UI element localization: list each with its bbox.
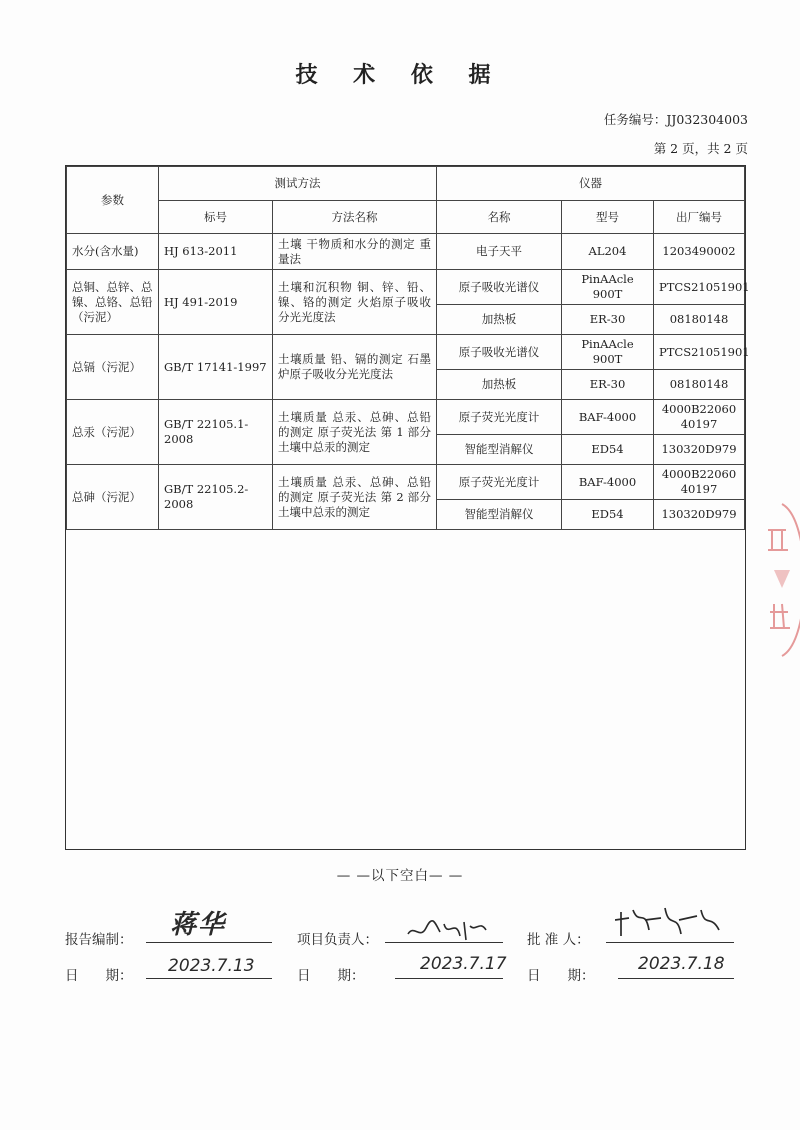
cell-serial: 130320D979 xyxy=(654,435,745,465)
table-row xyxy=(67,400,745,435)
project-leader-signature xyxy=(400,910,490,946)
approver-label: 批 准 人： xyxy=(527,932,590,948)
cell-model: ER-30 xyxy=(562,370,654,400)
header-method-name: 方法名称 xyxy=(273,201,437,234)
table-row xyxy=(67,270,745,305)
date-label-1: 日 期： xyxy=(65,968,133,984)
handwritten-date-1: 2023.7.13 xyxy=(168,956,255,976)
cell-param: 水分(含水量) xyxy=(67,234,159,270)
cell-serial: 130320D979 xyxy=(654,500,745,530)
date-label-2: 日 期： xyxy=(297,968,365,984)
date-label-3: 日 期： xyxy=(527,968,595,984)
cell-instrument-name: 加热板 xyxy=(437,370,562,400)
cell-model: PinAAcle 900T xyxy=(562,270,654,305)
handwritten-date-3: 2023.7.18 xyxy=(638,954,725,974)
date-line-2 xyxy=(395,978,503,979)
cell-method: 土壤 干物质和水分的测定 重量法 xyxy=(273,234,437,270)
cell-instrument-name: 智能型消解仪 xyxy=(437,500,562,530)
technical-basis-table xyxy=(66,166,750,530)
date-line-1 xyxy=(146,978,272,979)
cell-param: 总铜、总锌、总镍、总铬、总铅（污泥） xyxy=(67,270,159,335)
cell-standard: HJ 491-2019 xyxy=(159,270,273,335)
cell-param: 总砷（污泥） xyxy=(67,465,159,530)
compiler-signature-line xyxy=(146,942,272,943)
cell-instrument-name: 智能型消解仪 xyxy=(437,435,562,465)
cell-serial: 4000B2206040197 xyxy=(654,400,745,435)
cell-method: 土壤和沉积物 铜、锌、铅、镍、铬的测定 火焰原子吸收分光光度法 xyxy=(273,270,437,335)
cell-method: 土壤质量 总汞、总砷、总铅的测定 原子荧光法 第 1 部分 土壤中总汞的测定 xyxy=(273,400,437,465)
cell-serial: 08180148 xyxy=(654,370,745,400)
cell-model: BAF-4000 xyxy=(562,465,654,500)
cell-instrument-name: 加热板 xyxy=(437,305,562,335)
task-number: 任务编号：JJ032304003 xyxy=(603,112,748,127)
page-title: 技 术 依 据 xyxy=(295,62,505,88)
blank-below-note: — —以下空白— — xyxy=(336,868,464,884)
handwritten-date-2: 2023.7.17 xyxy=(420,954,507,974)
cell-model: ED54 xyxy=(562,435,654,465)
compiler-label: 报告编制： xyxy=(65,932,133,948)
cell-instrument-name: 原子吸收光谱仪 xyxy=(437,270,562,305)
project-leader-label: 项目负责人： xyxy=(297,932,378,948)
cell-method: 土壤质量 铅、镉的测定 石墨炉原子吸收分光光度法 xyxy=(273,335,437,400)
cell-serial: 4000B2206040197 xyxy=(654,465,745,500)
cell-standard: GB/T 22105.2-2008 xyxy=(159,465,273,530)
cell-model: BAF-4000 xyxy=(562,400,654,435)
page-number: 第 2 页，共 2 页 xyxy=(653,141,748,156)
date-line-3 xyxy=(618,978,734,979)
header-param: 参数 xyxy=(67,167,159,234)
compiler-signature: 蒋华 xyxy=(170,910,227,940)
header-test-method: 测试方法 xyxy=(159,167,437,201)
cell-param: 总镉（污泥） xyxy=(67,335,159,400)
red-seal-stamp xyxy=(752,500,800,660)
header-instrument: 仪器 xyxy=(437,167,745,201)
header-model: 型号 xyxy=(562,201,654,234)
table-row xyxy=(67,465,745,500)
cell-standard: GB/T 17141-1997 xyxy=(159,335,273,400)
header-standard-no: 标号 xyxy=(159,201,273,234)
table-row xyxy=(67,234,745,270)
content-frame xyxy=(65,165,750,850)
cell-instrument-name: 原子吸收光谱仪 xyxy=(437,335,562,370)
cell-standard: GB/T 22105.1-2008 xyxy=(159,400,273,465)
approver-signature xyxy=(615,900,725,944)
cell-model: ED54 xyxy=(562,500,654,530)
header-instrument-name: 名称 xyxy=(437,201,562,234)
cell-standard: HJ 613-2011 xyxy=(159,234,273,270)
cell-instrument-name: 原子荧光光度计 xyxy=(437,400,562,435)
cell-param: 总汞（污泥） xyxy=(67,400,159,465)
cell-instrument-name: 原子荧光光度计 xyxy=(437,465,562,500)
cell-model: AL204 xyxy=(562,234,654,270)
cell-instrument-name: 电子天平 xyxy=(437,234,562,270)
header-serial: 出厂编号 xyxy=(654,201,745,234)
cell-serial: 08180148 xyxy=(654,305,745,335)
table-row xyxy=(67,335,745,370)
cell-serial: PTCS21051901 xyxy=(654,335,745,370)
cell-model: PinAAcle 900T xyxy=(562,335,654,370)
cell-serial: PTCS21051901 xyxy=(654,270,745,305)
cell-method: 土壤质量 总汞、总砷、总铅的测定 原子荧光法 第 2 部分 土壤中总汞的测定 xyxy=(273,465,437,530)
cell-model: ER-30 xyxy=(562,305,654,335)
cell-serial: 1203490002 xyxy=(654,234,745,270)
